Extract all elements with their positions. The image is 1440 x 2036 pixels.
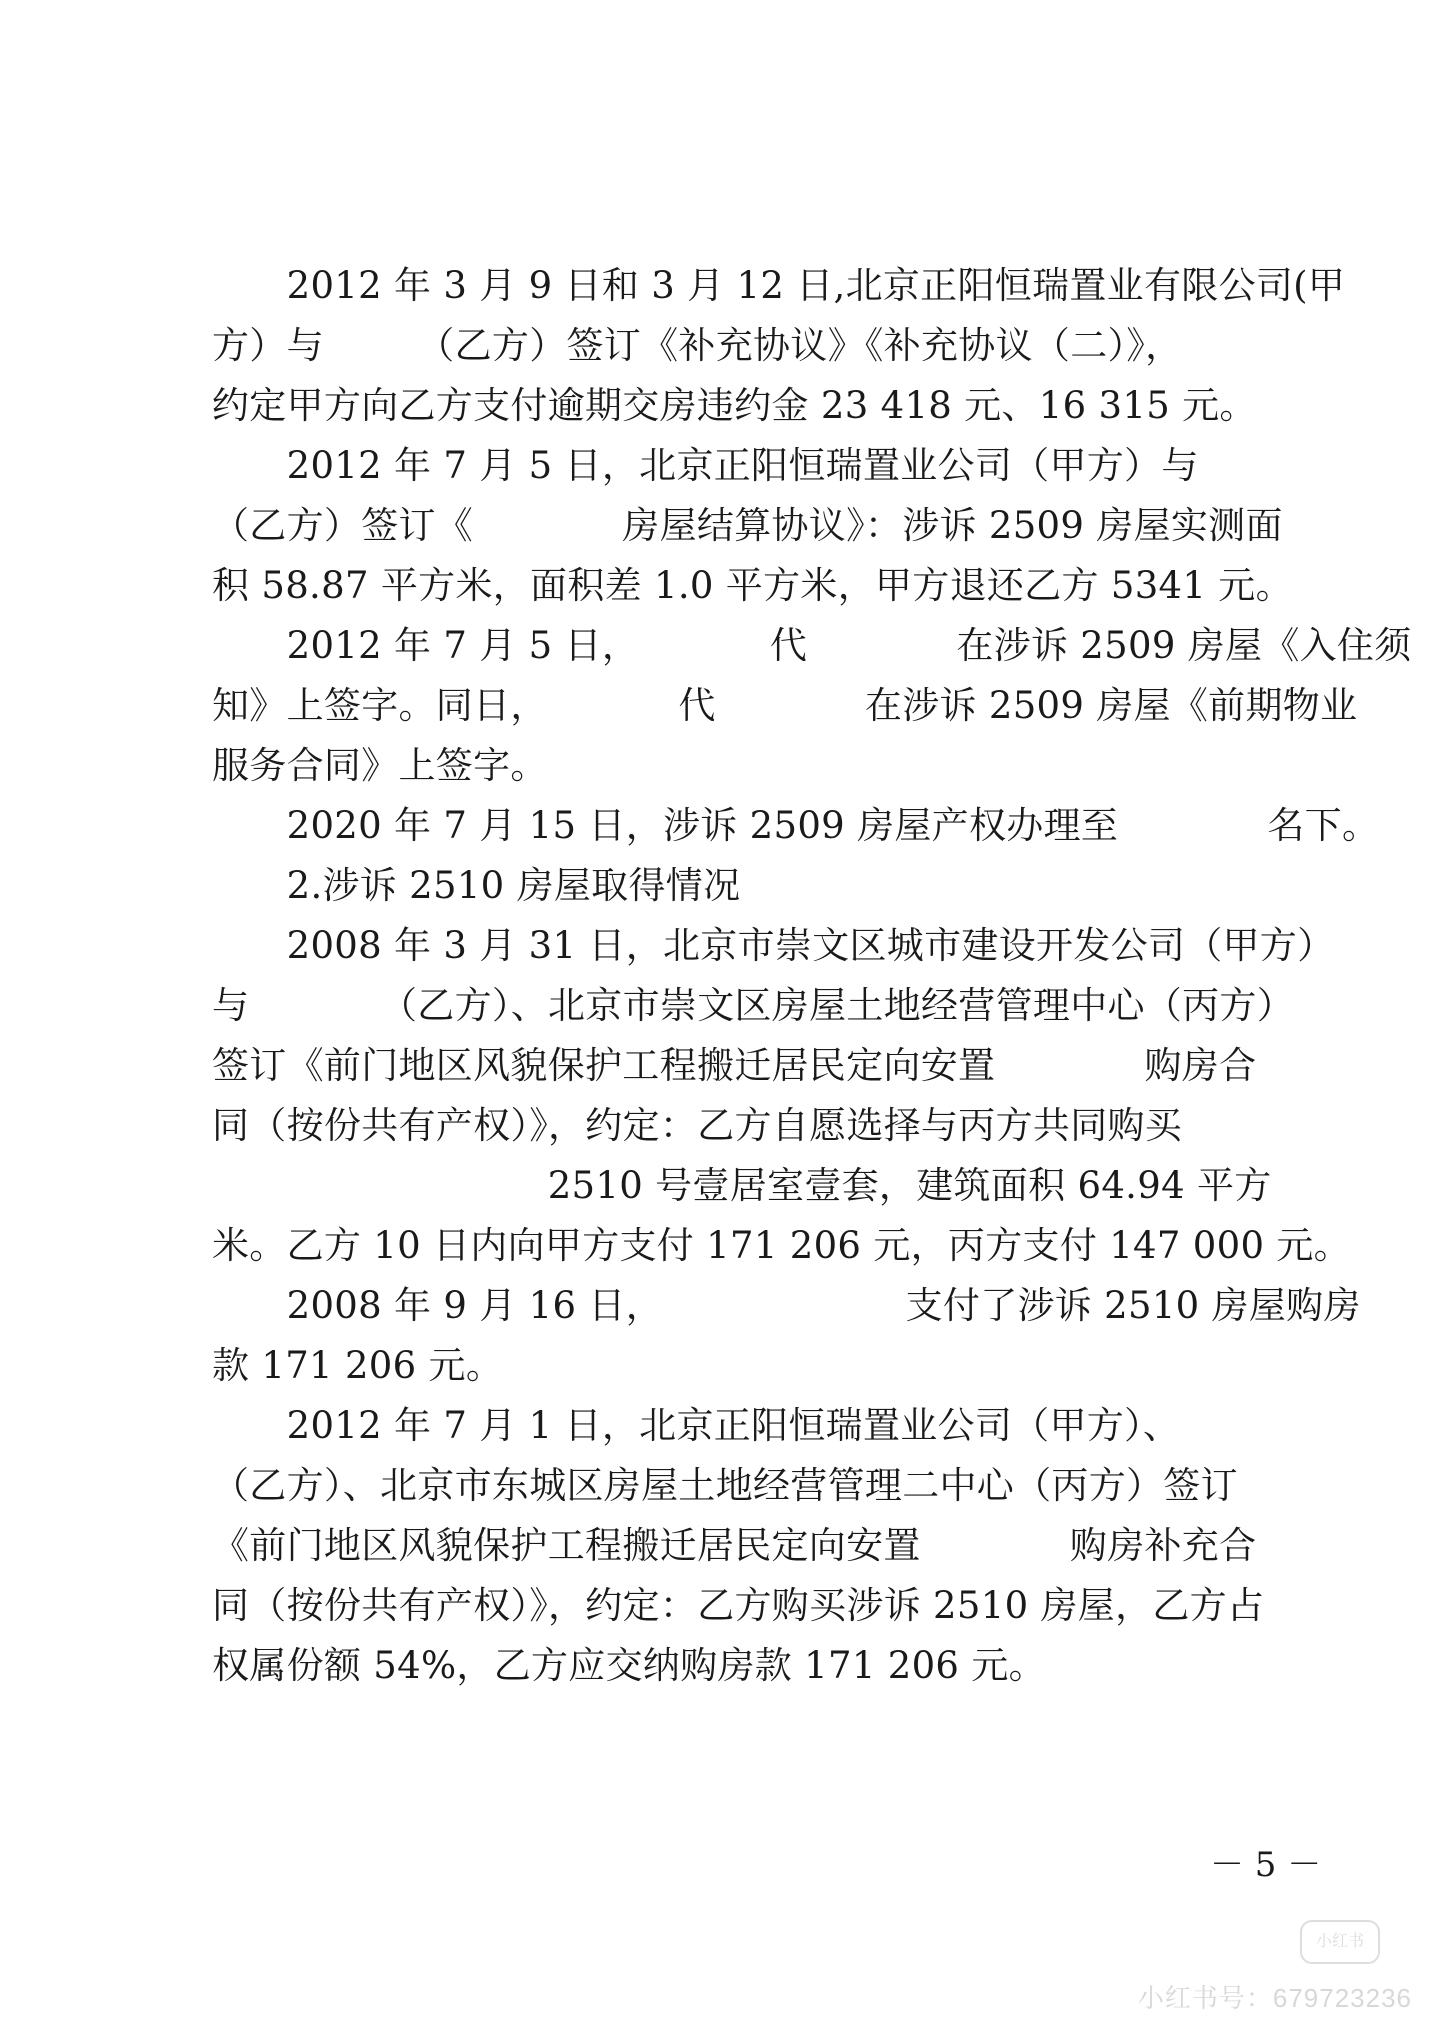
page-number: － 5 － <box>1210 1845 1322 1885</box>
text-line: 2008 年 3 月 31 日，北京市崇文区城市建设开发公司（甲方） <box>212 924 1335 967</box>
text-line: 2020 年 7 月 15 日，涉诉 2509 房屋产权办理至 名下。 <box>212 804 1380 847</box>
text-line: 款 171 206 元。 <box>212 1344 504 1387</box>
text-line: 权属份额 54%，乙方应交纳购房款 171 206 元。 <box>212 1644 1046 1687</box>
text-line: （乙方）签订《 房屋结算协议》：涉诉 2509 房屋实测面 <box>212 504 1283 547</box>
watermark-text: 小红书号：679723236 <box>1137 1983 1412 2013</box>
text-line: 与 （乙方）、北京市崇文区房屋土地经营管理中心（丙方） <box>212 984 1294 1027</box>
text-line: 《前门地区风貌保护工程搬迁居民定向安置 购房补充合 <box>212 1524 1257 1567</box>
text-line: 方）与 （乙方）签订《补充协议》《补充协议（二）》， <box>212 324 1183 367</box>
text-line: 服务合同》上签字。 <box>212 744 548 787</box>
text-line: 约定甲方向乙方支付逾期交房违约金 23 418 元、16 315 元。 <box>212 384 1257 427</box>
text-line: （乙方）、北京市东城区房屋土地经营管理二中心（丙方）签订 <box>212 1464 1238 1507</box>
text-line: 2012 年 7 月 1 日，北京正阳恒瑞置业公司（甲方）、 <box>212 1404 1181 1447</box>
text-line: 同（按份共有产权）》，约定：乙方自愿选择与丙方共同购买 <box>212 1104 1183 1147</box>
watermark-logo: 小红书 <box>1300 1920 1380 1964</box>
text-line: 2012 年 7 月 5 日， 代 在涉诉 2509 房屋《入住须 <box>212 624 1412 667</box>
section-heading: 2.涉诉 2510 房屋取得情况 <box>212 864 741 907</box>
text-line: 2008 年 9 月 16 日， 支付了涉诉 2510 房屋购房 <box>212 1284 1361 1327</box>
text-line: 积 58.87 平方米，面积差 1.0 平方米，甲方退还乙方 5341 元。 <box>212 564 1293 607</box>
text-line: 知》上签字。同日， 代 在涉诉 2509 房屋《前期物业 <box>212 684 1358 727</box>
text-line: 同（按份共有产权）》，约定：乙方购买涉诉 2510 房屋，乙方占 <box>212 1584 1265 1627</box>
text-line: 米。乙方 10 日内向甲方支付 171 206 元，丙方支付 147 000 元。 <box>212 1224 1351 1267</box>
text-line: 2510 号壹居室壹套，建筑面积 64.94 平方 <box>212 1164 1272 1207</box>
text-line: 2012 年 7 月 5 日，北京正阳恒瑞置业公司（甲方）与 <box>212 444 1199 487</box>
text-line: 签订《前门地区风貌保护工程搬迁居民定向安置 购房合 <box>212 1044 1257 1087</box>
text-line: 2012 年 3 月 9 日和 3 月 12 日,北京正阳恒瑞置业有限公司(甲 <box>212 264 1346 307</box>
